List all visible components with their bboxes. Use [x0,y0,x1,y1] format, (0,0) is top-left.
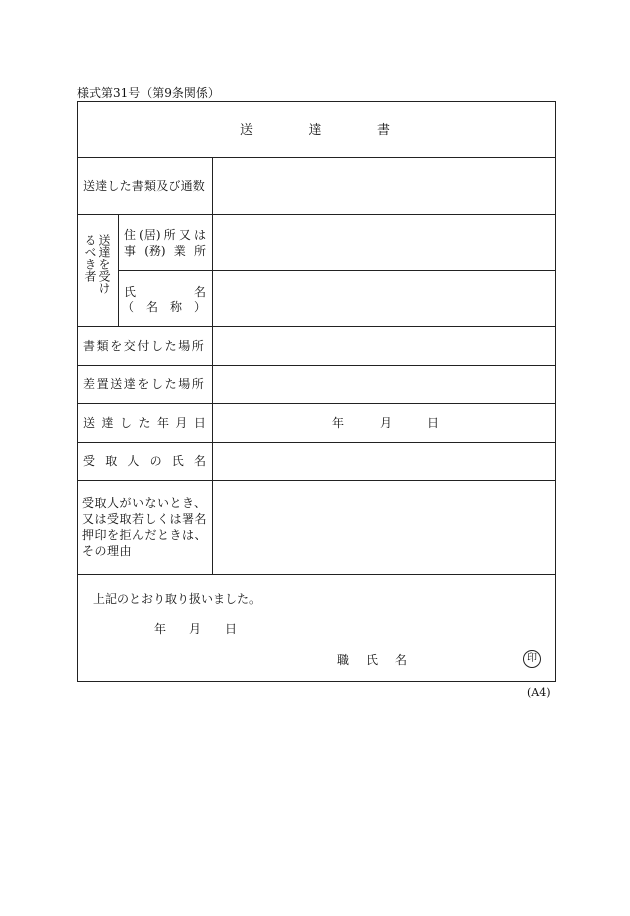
title-char: 送 [240,123,254,138]
label-char: 取 [105,454,118,468]
place-delivered-field[interactable] [213,327,555,364]
handling-statement: 上記のとおり取り扱いました。 [93,592,262,606]
address-field[interactable] [213,215,555,269]
refusal-reason-field[interactable] [213,481,555,573]
label-char: 名 [145,300,158,314]
address-label-line2 [124,245,206,257]
title-char: 書 [376,123,390,138]
label-char: 業 [173,244,186,258]
label-char: 名 [193,454,206,468]
place-delivered-label: 書類を交付した場所 [83,339,206,353]
date-delivered-label [83,417,206,429]
label-char: 事 [124,244,137,258]
footer-month-label: 月 [189,622,202,636]
official-name-label [337,654,407,666]
seal-mark-icon: 印 [523,650,541,668]
label-char: は [193,228,206,242]
documents-sent-label: 送達した書類及び通数 [83,179,206,193]
label-char: た [138,416,151,430]
date-month-label: 月 [380,416,393,430]
label-char: 職 [337,653,350,667]
receiver-name-field[interactable] [213,443,555,479]
label-char: し [119,416,132,430]
label-char: 称 [169,300,182,314]
date-day-label: 日 [427,416,440,430]
paper-size-label: (A4) [527,686,551,699]
form-title [240,124,390,137]
column-divider [118,214,119,326]
name-label-line2 [122,301,206,313]
label-char: 住 [124,228,137,242]
label-char: 月 [175,416,188,430]
refusal-reason-label: 受取人がいないとき、又は受取若しくは署名押印を拒んだときは、その理由 [82,496,208,558]
official-name-field[interactable] [412,648,517,668]
place-left-label: 差置送達をした場所 [83,377,206,391]
title-char: 達 [308,123,322,138]
place-left-field[interactable] [213,366,555,402]
label-char: 名 [394,653,407,667]
label-char: 名 [193,285,206,299]
label-char: 所 [163,228,176,242]
date-year-label: 年 [332,416,345,430]
recipient-group-label: 送達を受けるべき者 [83,234,111,294]
label-char: 年 [156,416,169,430]
label-char: 氏 [171,454,184,468]
footer-day-label: 日 [225,622,238,636]
label-char: 送 [83,416,96,430]
name-label-line1 [124,286,206,298]
label-char: 日 [193,416,206,430]
label-char: 受 [83,454,96,468]
label-char: 達 [101,416,114,430]
label-char: 氏 [124,285,137,299]
label-char: 又 [178,228,191,242]
label-char: 人 [127,454,140,468]
footer-year-label: 年 [154,622,167,636]
label-char: 所 [193,244,206,258]
label-char: の [149,454,162,468]
documents-sent-field[interactable] [213,158,555,213]
label-char: (居) [139,228,161,242]
label-char: (務) [144,244,166,258]
row-divider [77,574,556,575]
form-number-label: 様式第31号（第9条関係） [77,86,220,100]
receiver-name-label [83,455,206,467]
label-char: 氏 [365,653,378,667]
label-char: （ [122,300,135,314]
label-char: ） [193,300,206,314]
address-label-line1 [124,229,206,241]
name-field[interactable] [213,271,555,325]
